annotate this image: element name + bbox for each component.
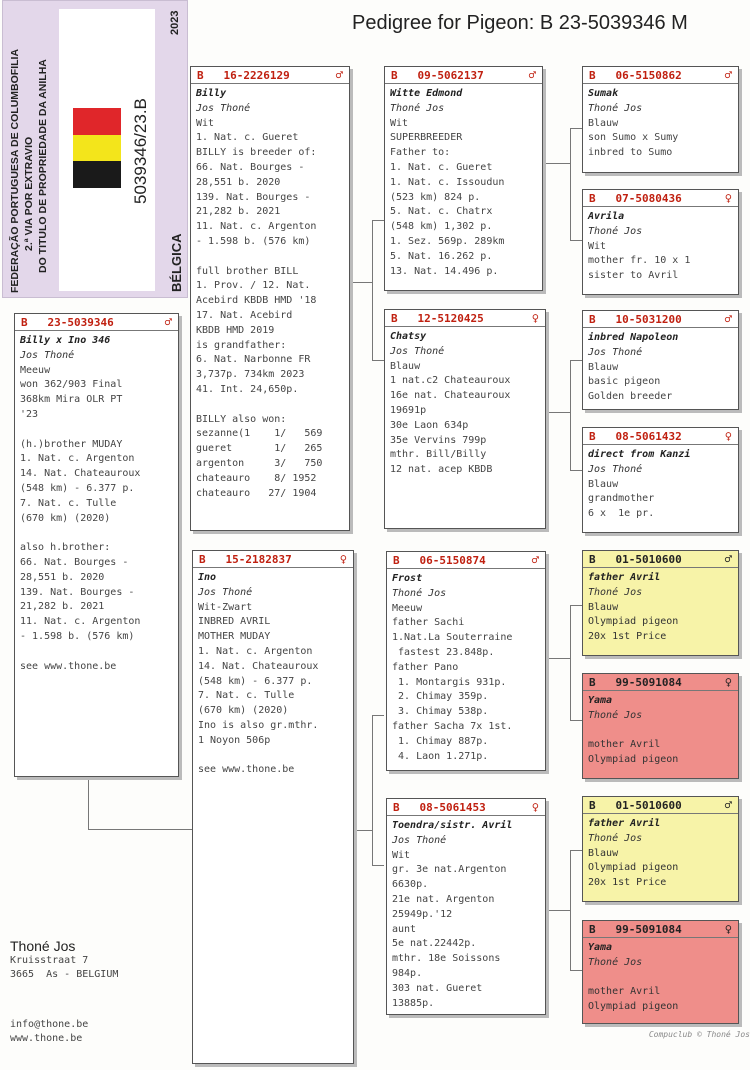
document-text: DO TITULO DE PROPRIEDADE DA ANILHA [37,59,49,273]
pigeon-name: Yama [588,942,613,953]
ring-number: B 99-5091084 [589,675,682,689]
ring-number: B 23-5039346 [21,315,114,329]
ring-number: B 06-5150874 [393,553,486,567]
owner-name: Thoné Jos [588,709,643,721]
ring-number: B 15-2182837 [199,552,292,566]
pigeon-name: Witte Edmond [390,88,463,99]
female-icon: ♀ [724,191,732,205]
pigeon-name: Toendra/sistr. Avril [392,820,513,831]
pigeon-card-sss[interactable] [582,66,739,173]
ring-number: B 07-5080436 [589,191,682,205]
pigeon-details: Meeuw won 362/903 Final 368km Mira OLR PT '23 (h.)brother MUDAY 1. Nat. c. Argenton 14. Nat. Chateauroux (548 km) - 6.377 p. 7. Nat. c. Tulle (670 km) (2020) also h.brother: 66. Nat. Bourges - 28,551 b. 2020 139. Nat. Bourges - 21,282 b. 2021 11. Nat. c. Argenton - 1.598 b. (576 km) see www.thone.be [20,364,141,672]
ring-number: B 08-5061432 [589,429,682,443]
pigeon-name: inbred Napoleon [588,332,679,343]
page-title: Pedigree for Pigeon: B 23-5039346 M [352,12,688,34]
owner-name: Thoné Jos [588,956,643,968]
via-text: 2.ª VIA POR EXTRAVIO [23,136,35,251]
pigeon-name: Frost [392,573,423,584]
pigeon-details: Wit-Zwart INBRED AVRIL MOTHER MUDAY 1. Nat. c. Argenton 14. Nat. Chateauroux (548 km) - 6.377 p. 7. Nat. c. Tulle (670 km) (2020) Ino is also gr.mthr. 1 Noyon 506p see www.thone.be [198,601,319,776]
ring-number: B 01-5010600 [589,552,682,566]
pigeon-details: Meeuw father Sachi 1.Nat.La Souterraine fastest 23.848p. father Pano 1. Montargis 931p. 2. Chimay 359p. 3. Chimay 538p. father Sacha 7x 1st. 1. Chimay 887p. 4. Laon 1.271p. [392,602,513,762]
pigeon-details: Blauw Olympiad pigeon 20x 1st Price [588,847,679,889]
owner-name: Jos Thoné [196,102,251,114]
pigeon-details: Blauw Olympiad pigeon 20x 1st Price [588,601,679,643]
owner-name: Jos Thoné [198,586,253,598]
flag-stripe-red [73,108,121,135]
breeder-contact[interactable]: info@thone.be www.thone.be [10,1019,89,1044]
male-icon: ♂ [335,68,343,82]
owner-name: Jos Thoné [390,345,445,357]
owner-name: Thoné Jos [392,587,447,599]
owner-name: Thoné Jos [588,832,643,844]
pigeon-details: Blauw basic pigeon Golden breeder [588,361,673,403]
ring-number: B 06-5150862 [589,68,682,82]
owner-name: Thoné Jos [588,225,643,237]
pigeon-card-sds[interactable] [582,310,739,410]
pigeon-details: mother Avril Olympiad pigeon [588,739,679,766]
pigeon-card-subject[interactable] [14,313,179,777]
ring-number: 5039346/23.B [131,98,150,204]
ring-number: B 09-5062137 [391,68,484,82]
ring-number: B 01-5010600 [589,798,682,812]
male-icon: ♂ [724,552,732,566]
pigeon-card-ddd[interactable] [582,920,739,1024]
pigeon-name: Billy x Ino 346 [20,335,111,346]
flag-stripe-black [73,161,121,188]
male-icon: ♂ [528,68,536,82]
owner-name: Jos Thoné [392,834,447,846]
pigeon-name: Avrila [588,211,625,222]
pigeon-card-sire[interactable] [190,66,350,531]
ring-number: B 16-2226129 [197,68,290,82]
pigeon-details: Blauw 1 nat.c2 Chateauroux 16e nat. Chateauroux 19691p 30e Laon 634p 35e Vervins 799p mthr. Bill/Billy 12 nat. acep KBDB [390,360,511,476]
male-icon: ♂ [164,315,172,329]
breeder-address: Kruisstraat 7 3665 As - BELGIUM [10,955,119,980]
pigeon-name: direct from Kanzi [588,449,691,460]
owner-name: Thoné Jos [588,586,643,598]
pigeon-card-sdd[interactable] [582,427,739,533]
breeder-name: Thoné Jos [10,938,76,954]
female-icon: ♀ [724,675,732,689]
pigeon-details: Blauw grandmother 6 x 1e pr. [588,478,655,520]
female-icon: ♀ [531,800,539,814]
male-icon: ♂ [724,312,732,326]
pigeon-name: Sumak [588,88,619,99]
pigeon-details: Wit gr. 3e nat.Argenton 6630p. 21e nat. Argenton 25949p.'12 aunt 5e nat.22442p. mthr. 18e Soissons 984p. 303 nat. Gueret 13885p. [392,849,507,1009]
pigeon-details: mother Avril Olympiad pigeon [588,986,679,1013]
belgium-flag [73,108,121,188]
male-icon: ♂ [724,798,732,812]
pigeon-card-dam-sire[interactable] [386,551,546,771]
footer-copyright: Compuclub © Thoné Jos [648,1030,750,1039]
pigeon-card-dam-dam[interactable] [386,798,546,1015]
pigeon-card-dsd[interactable] [582,673,739,779]
pigeon-details: Blauw son Sumo x Sumy inbred to Sumo [588,117,679,159]
pigeon-card-dam[interactable] [192,550,354,1064]
ring-certificate-label [2,0,188,298]
pigeon-name: father Avril [588,572,661,583]
ring-number: B 12-5120425 [391,311,484,325]
federation-text: FEDERAÇÃO PORTUGUESA DE COLUMBOFILIA [9,48,21,293]
pigeon-details: Wit 1. Nat. c. Gueret BILLY is breeder of: 66. Nat. Bourges - 28,551 b. 2020 139. Nat. Bourges - 21,282 b. 2021 11. Nat. c. Argenton - 1.598 b. (576 km) full brother BILL 1. Prov. / 12. Nat. Acebird KBDB HMD '18 17. Nat. Acebird KBDB HMD 2019 is grandfather: 6. Nat. Narbonne FR 3,737p. 734km 2023 41. Int. 24,650p. BILLY also won: sezanne(1 1/ 569 gueret 1/ 265 argenton 3/ 750 chateauro 8/ 1952 chateauro 27/ 1904 [196,117,323,499]
owner-name: Jos Thoné [588,463,643,475]
owner-name: Jos Thoné [20,349,75,361]
country-text: BÉLGICA [169,233,184,292]
owner-name: Thoné Jos [588,102,643,114]
female-icon: ♀ [339,552,347,566]
flag-stripe-yellow [73,135,121,162]
pigeon-details: Wit mother fr. 10 x 1 sister to Avril [588,240,691,282]
pigeon-name: Chatsy [390,331,427,342]
pigeon-card-dds[interactable] [582,796,739,902]
pigeon-name: Ino [198,572,217,583]
pigeon-card-sire-dam[interactable] [384,309,546,529]
ring-number: B 08-5061453 [393,800,486,814]
ring-number: B 10-5031200 [589,312,682,326]
pigeon-card-ssd[interactable] [582,189,739,295]
owner-name: Jos Thoné [588,346,643,358]
female-icon: ♀ [724,922,732,936]
pigeon-details: Wit SUPERBREEDER Father to: 1. Nat. c. Gueret 1. Nat. c. Issoudun (523 km) 824 p. 5. Nat. c. Chatrx (548 km) 1,302 p. 1. Sez. 569p. 289km 5. Nat. 16.262 p. 13. Nat. 14.496 p. [390,117,505,277]
owner-name: Thoné Jos [390,102,445,114]
pigeon-card-dss[interactable] [582,550,739,656]
male-icon: ♂ [531,553,539,567]
pigeon-name: Yama [588,695,613,706]
male-icon: ♂ [724,68,732,82]
female-icon: ♀ [724,429,732,443]
female-icon: ♀ [531,311,539,325]
pigeon-name: Billy [196,88,227,99]
breeder-info [10,938,118,982]
year-text: 2023 [169,10,181,35]
pigeon-name: father Avril [588,818,661,829]
ring-number: B 99-5091084 [589,922,682,936]
pigeon-card-sire-sire[interactable] [384,66,543,291]
